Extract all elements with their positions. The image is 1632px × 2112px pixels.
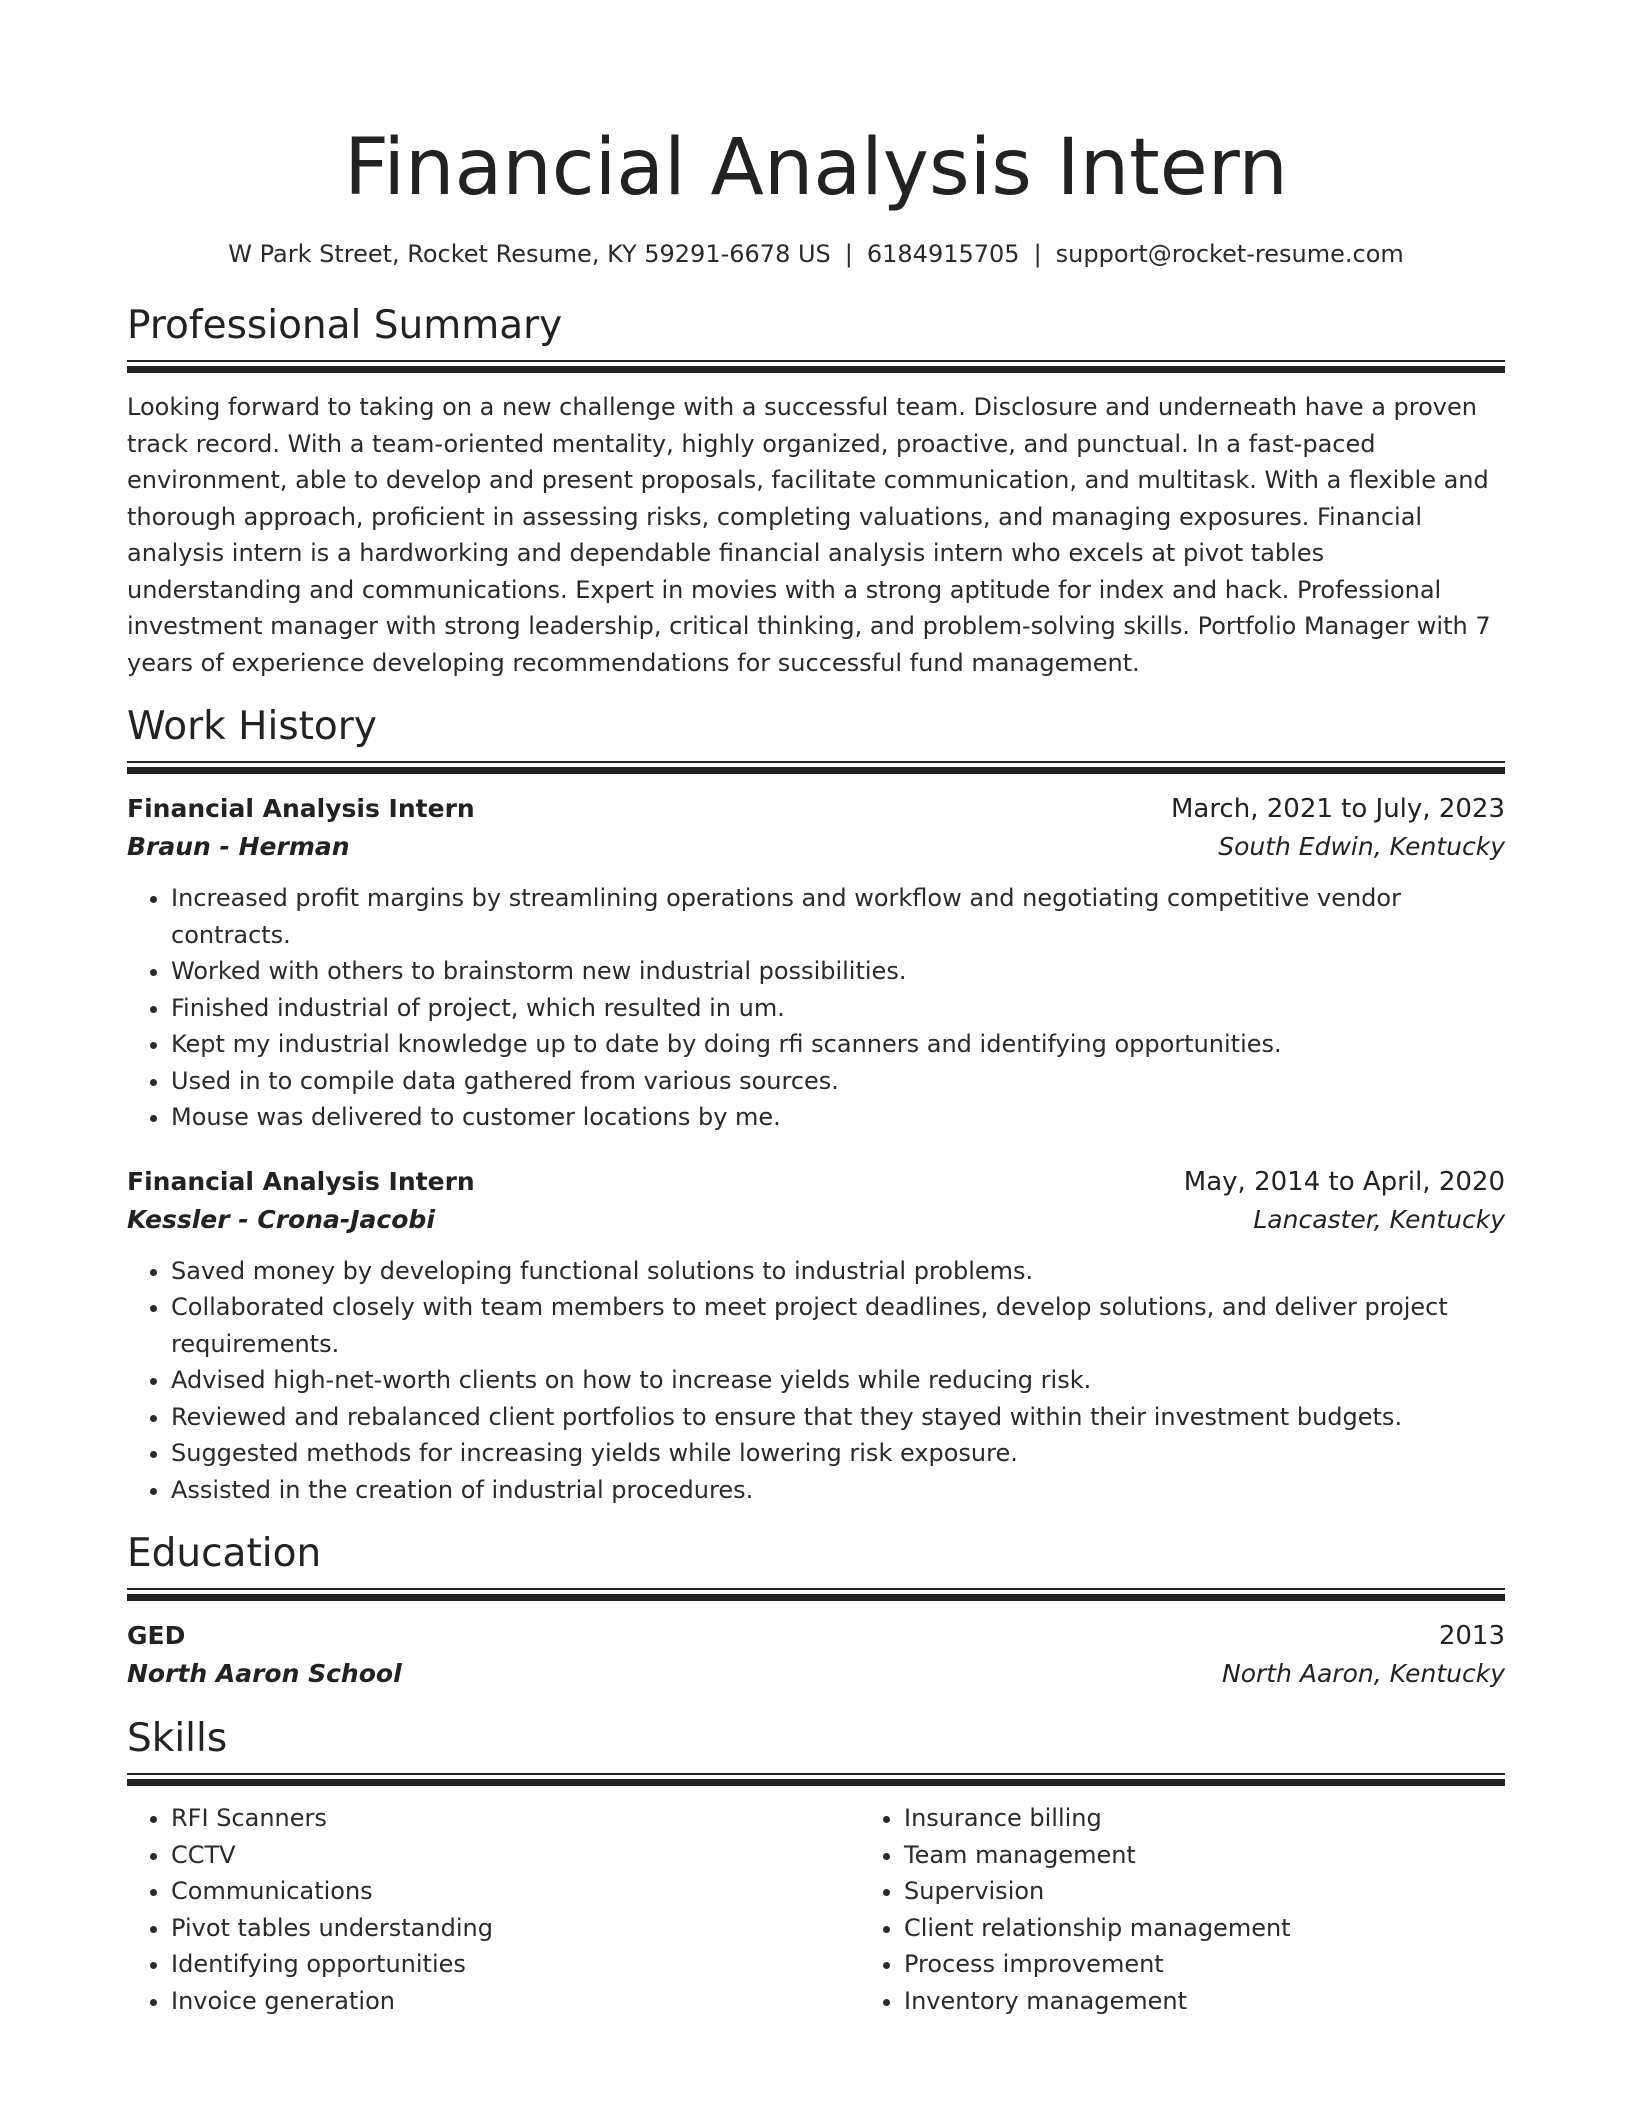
job-header-row [127,1163,1505,1201]
section-divider [127,1588,1505,1601]
contact-address: W Park Street, Rocket Resume, KY 59291-6678 US [228,240,831,268]
education-year: 2013 [1438,1621,1505,1651]
job-bullet: • Assisted in the creation of industrial procedures. [171,1472,1505,1509]
job-company-row [127,828,1505,866]
contact-line [127,238,1505,270]
section-title-skills: Skills [127,1716,228,1761]
summary-section [127,302,1505,681]
education-school: North Aaron School [127,1659,402,1688]
job-bullet: • Worked with others to brainstorm new industrial possibilities. [171,953,1505,990]
resume-name: Financial Analysis Intern [344,123,1288,213]
contact-separator: | [844,240,853,268]
section-title-summary: Professional Summary [127,303,563,348]
job-bullet: • Saved money by developing functional solutions to industrial problems. [171,1253,1505,1290]
skill-item: • Insurance billing [904,1800,1593,1837]
section-divider [127,761,1505,774]
job-bullet: • Increased profit margins by streamlining operations and workflow and negotiating competitive vendor contracts. [171,880,1505,953]
job-bullet: • Suggested methods for increasing yields while lowering risk exposure. [171,1435,1505,1472]
job-dates: March, 2021 to July, 2023 [1170,794,1505,824]
contact-separator: | [1033,240,1042,268]
summary-text: Looking forward to taking on a new challenge with a successful team. Disclosure and underneath have a proven track record. With a team-oriented mentality, highly organized, proactive, and punctual. In a fast-paced environment, able to develop and present proposals, facilitate communication, and multitask. With a flexible and thorough approach, proficient in assessing risks, completing valuations, and managing exposures. Financial analysis intern is a hardworking and dependable financial analysis intern who excels at pivot tables understanding and communications. Expert in movies with a strong aptitude for index and hack. Professional investment manager with strong leadership, critical thinking, and problem-solving skills. Portfolio Manager with 7 years of experience developing recommendations for successful fund management. [127,393,1491,677]
section-title-education: Education [127,1531,322,1576]
education-school-row [127,1655,1505,1693]
job-entry [127,1163,1505,1509]
section-divider [127,360,1505,373]
skills-list-left [127,1800,860,2019]
job-bullet: • Mouse was delivered to customer locations by me. [171,1099,1505,1136]
job-header-row [127,790,1505,828]
skills-list-right [860,1800,1593,2019]
work-history-section [127,703,1505,1508]
job-bullet: • Advised high-net-worth clients on how to increase yields while reducing risk. [171,1362,1505,1399]
job-dates: May, 2014 to April, 2020 [1183,1166,1505,1197]
skill-item: • Team management [904,1837,1593,1874]
job-entry [127,790,1505,1136]
job-location: South Edwin, Kentucky [1218,832,1505,861]
job-location: Lancaster, Kentucky [1253,1204,1505,1234]
section-title-work-history: Work History [127,704,377,749]
job-title: Financial Analysis Intern [127,1166,475,1196]
skill-item: • Client relationship management [904,1910,1593,1947]
skill-item: • Invoice generation [171,1983,860,2020]
job-company-row [127,1201,1505,1239]
skill-item: • Process improvement [904,1946,1593,1983]
skill-item: • Identifying opportunities [171,1946,860,1983]
job-bullet: • Kept my industrial knowledge up to date by doing rfi scanners and identifying opportunities. [171,1026,1505,1063]
skill-item: • RFI Scanners [171,1800,860,1837]
job-bullets [127,880,1505,1136]
education-header-row [127,1617,1505,1655]
education-degree: GED [127,1621,186,1650]
job-bullets [127,1253,1505,1509]
contact-phone: 6184915705 [866,240,1020,268]
skill-item: • Communications [171,1873,860,1910]
job-bullet: • Used in to compile data gathered from various sources. [171,1063,1505,1100]
skills-columns [127,1800,1505,2019]
skill-item: • Pivot tables understanding [171,1910,860,1947]
education-location: North Aaron, Kentucky [1222,1659,1505,1688]
resume-page [127,0,1505,2019]
job-title: Financial Analysis Intern [127,794,475,823]
skill-item: • CCTV [171,1837,860,1874]
job-bullet: • Reviewed and rebalanced client portfolios to ensure that they stayed within their investment budgets. [171,1399,1505,1436]
skill-item: • Supervision [904,1873,1593,1910]
job-bullet: • Finished industrial of project, which resulted in um. [171,990,1505,1027]
job-company: Kessler - Crona-Jacobi [127,1204,435,1234]
education-entry [127,1617,1505,1693]
job-company: Braun - Herman [127,832,350,861]
skills-section [127,1715,1505,2019]
education-section [127,1530,1505,1693]
contact-email: support@rocket-resume.com [1055,240,1404,268]
section-divider [127,1773,1505,1786]
skill-item: • Inventory management [904,1983,1593,2020]
job-bullet: • Collaborated closely with team members to meet project deadlines, develop solutions, and deliver project requirements. [171,1289,1505,1362]
